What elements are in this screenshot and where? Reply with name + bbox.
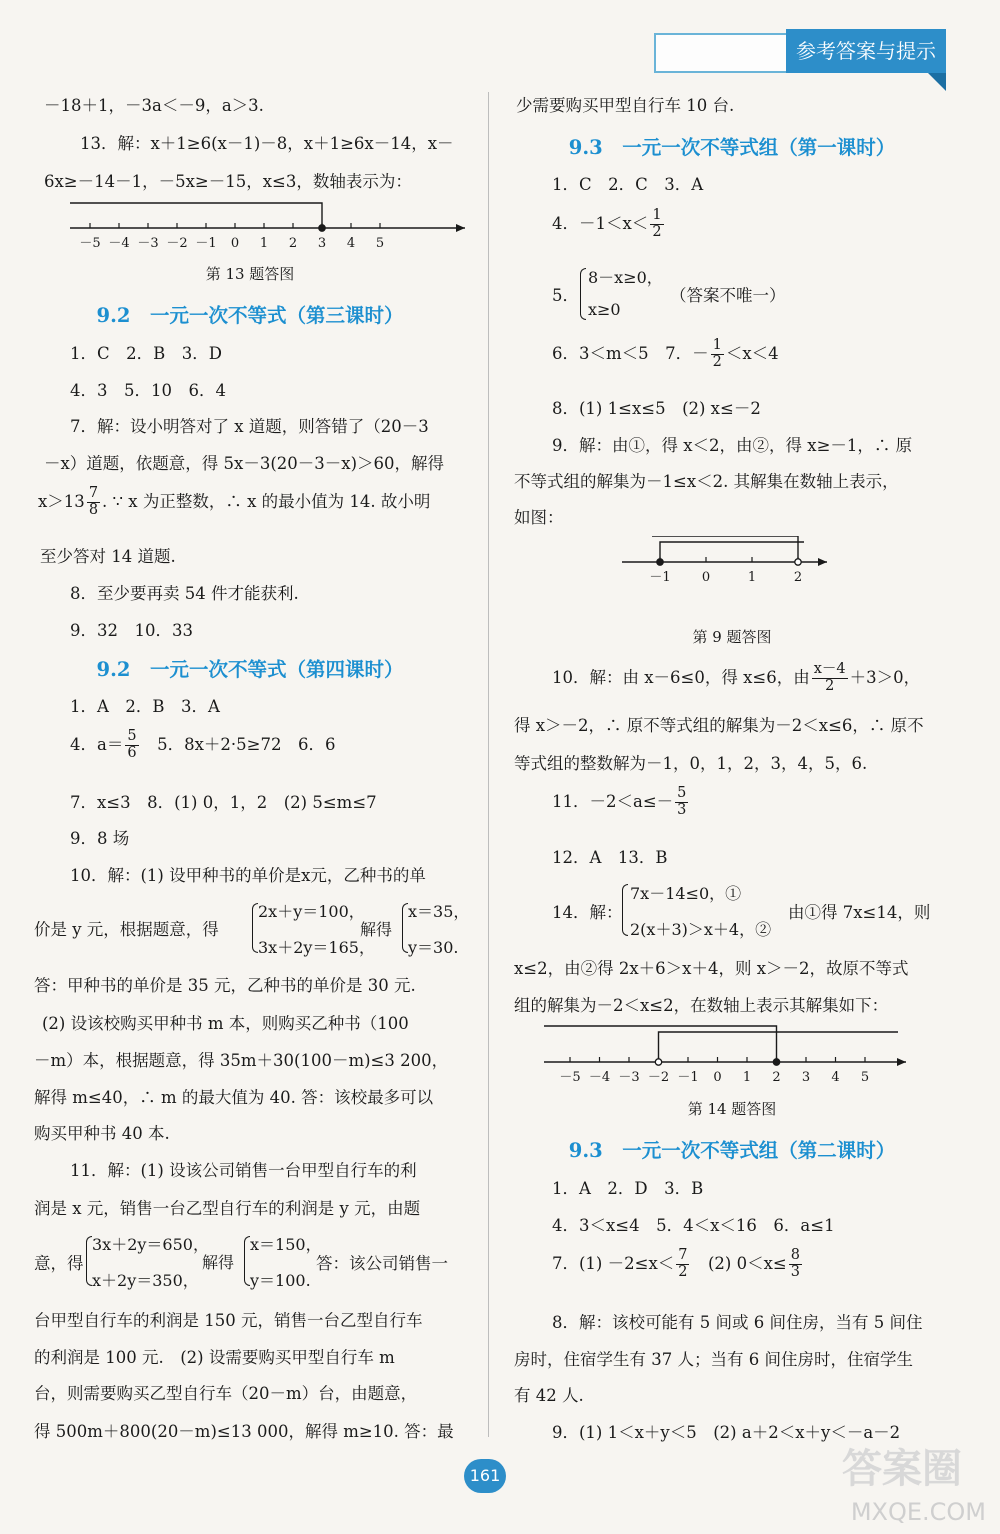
equation: x＝150，	[250, 1235, 322, 1254]
watermark-url: MXQE.COM	[850, 1498, 986, 1526]
answer-line: 4．3 5．10 6．4	[70, 381, 226, 400]
tick-label: －4	[108, 236, 130, 251]
text: 4．－1＜x＜	[552, 213, 649, 233]
answer-line: 11．解：(1) 设该公司销售一台甲型自行车的利	[70, 1161, 417, 1180]
header-box	[654, 33, 788, 73]
answer-line: 9．解：由①，得 x＜2，由②，得 x≥－1，∴ 原	[552, 436, 913, 455]
fraction	[675, 786, 688, 819]
tick-label: －2	[647, 1070, 670, 1085]
denominator: 3	[790, 1263, 800, 1280]
solution-bracket	[652, 536, 798, 562]
tick-label: 2	[772, 1070, 781, 1085]
tick-label: 4	[346, 236, 356, 251]
equation: y＝30.	[408, 938, 459, 957]
answer-line: 13．解：x＋1≥6(x－1)－8，x＋1≥6x－14，x－	[80, 134, 454, 153]
tick-label: －1	[677, 1070, 699, 1085]
answer-line: 等式组的整数解为－1，0，1，2，3，4，5，6.	[514, 754, 868, 773]
figure-caption: 第 13 题答图	[205, 265, 295, 283]
equation: x＋2y＝350，	[92, 1271, 199, 1290]
answer-line: 8．至少要再卖 54 件才能获利.	[70, 584, 299, 603]
number-line-q14-marks	[544, 1026, 906, 1085]
tick-label: －1	[195, 236, 217, 251]
tick-label: －1	[649, 570, 671, 585]
text: 解得	[202, 1253, 235, 1272]
answer-line: 8．解：该校可能有 5 间或 6 间住房，当有 5 间住	[552, 1313, 923, 1332]
answer-line: 1．A 2．D 3．B	[552, 1179, 704, 1198]
denominator: 6	[127, 744, 137, 761]
equation: 2x＋y＝100，	[258, 902, 365, 921]
text: 解得	[360, 920, 393, 939]
section-heading: 9.2 一元一次不等式（第四课时）	[96, 658, 404, 681]
answer-line: 9．32 10．33	[70, 621, 193, 640]
fraction	[789, 1248, 802, 1281]
equation: 8－x≥0，	[588, 268, 663, 287]
answer-line	[552, 338, 779, 371]
tick-label: 4	[831, 1070, 840, 1085]
section-heading: 9.2 一元一次不等式（第三课时）	[96, 304, 404, 327]
numerator: 1	[712, 337, 722, 353]
text: 10．解：由 x－6≤0，得 x≤6，由	[552, 667, 810, 687]
answer-line: 9．8 场	[70, 829, 130, 848]
equation: y＝100.	[250, 1271, 311, 1290]
numerator: 7	[88, 485, 99, 501]
tick-label: －3	[137, 236, 159, 251]
answer-line: 9．(1) 1＜x＋y＜5 (2) a＋2＜x＋y＜－a－2	[552, 1423, 901, 1442]
text: . ∵ x 为正整数，∴ x 的最小值为 14. 故小明	[102, 491, 431, 511]
answer-line: 如图：	[514, 508, 564, 527]
answer-line	[38, 486, 430, 519]
answer-line	[552, 786, 690, 819]
denominator: 2	[825, 677, 835, 694]
fraction	[87, 486, 100, 519]
number-line-q14	[544, 1022, 914, 1088]
answer-line: 7．x≤3 8．(1) 0，1，2 (2) 5≤m≤7	[70, 793, 377, 812]
number-line-q9	[622, 536, 832, 606]
answer-line: 不等式组的解集为－1≤x＜2. 其解集在数轴上表示，	[514, 472, 899, 491]
answer-line: 组的解集为－2＜x≤2，在数轴上表示其解集如下：	[514, 996, 889, 1015]
brace	[580, 268, 586, 320]
numerator: 1	[652, 207, 662, 223]
answer-line: 房时，住宿学生有 37 人；当有 6 间住房时，住宿学生	[514, 1350, 913, 1369]
answer-line: 润是 x 元，销售一台乙型自行车的利润是 y 元，由题	[34, 1199, 421, 1218]
numerator: 8	[790, 1247, 800, 1263]
equation: 2(x＋3)＞x＋4，②	[630, 920, 772, 939]
tick-label: 3	[317, 236, 327, 251]
answer-line: －m）本，根据题意，得 35m＋30(100－m)≤3 200，	[34, 1051, 449, 1070]
denominator: 2	[712, 353, 722, 370]
fraction	[650, 208, 663, 241]
open-point	[795, 559, 801, 565]
tick-label: －5	[79, 236, 101, 251]
tick-label: 1	[259, 236, 269, 251]
solution-bracket	[70, 203, 322, 228]
fraction	[676, 1248, 689, 1281]
axis-arrow	[897, 1058, 906, 1066]
equation: 3x＋2y＝650，	[92, 1235, 209, 1254]
solution-bracket	[660, 542, 804, 562]
tick-label: －4	[588, 1070, 611, 1085]
tick-label: 5	[375, 236, 385, 251]
text: （答案不唯一）	[670, 286, 786, 305]
figure-caption: 第 9 题答图	[692, 628, 772, 646]
answer-line: 1．A 2．B 3．A	[70, 697, 220, 716]
answer-line: 答：甲种书的单价是 35 元，乙种书的单价是 30 元.	[34, 976, 416, 995]
answer-line: 意，得	[34, 1254, 84, 1273]
tick-label: 2	[793, 570, 803, 585]
text: 7．(1) －2≤x＜	[552, 1253, 675, 1273]
text: 6．3＜m＜5 7．－	[552, 343, 709, 363]
answer-line: 的利润是 100 元. (2) 设需要购买甲型自行车 m	[34, 1348, 395, 1367]
equation: x＝35，	[408, 902, 470, 921]
section-heading: 9.3 一元一次不等式组（第二课时）	[568, 1139, 896, 1162]
axis-arrow	[818, 558, 827, 566]
text: 5．8x＋2·5≥72 6．6	[140, 734, 336, 754]
axis-arrow	[456, 224, 465, 232]
tick-label: 2	[288, 236, 298, 251]
denominator: 2	[678, 1263, 688, 1280]
fraction	[125, 729, 138, 762]
brace	[622, 884, 628, 936]
answer-line: 4．3＜x≤4 5．4＜x＜16 6．a≤1	[552, 1216, 835, 1235]
fraction	[812, 662, 848, 695]
tick-label: －5	[559, 1070, 581, 1085]
answer-line	[552, 662, 920, 695]
text: 11．－2＜a≤－	[552, 791, 674, 811]
answer-line: 台甲型自行车的利润是 150 元，销售一台乙型自行车	[34, 1311, 423, 1330]
text: ＋3＞0，	[849, 667, 921, 687]
text: 答：该公司销售一	[316, 1254, 448, 1273]
tick-label: 0	[230, 236, 240, 251]
number-line-q13	[70, 198, 470, 258]
denominator: 8	[88, 501, 99, 518]
answer-line: 台，则需要购买乙型自行车（20－m）台，由题意，	[34, 1384, 418, 1403]
answer-line: 10．解：(1) 设甲种书的单价是x元，乙种书的单	[70, 866, 426, 885]
numerator: 7	[678, 1247, 688, 1263]
numerator: 5	[127, 728, 137, 744]
text: ＜x＜4	[725, 343, 779, 363]
answer-line	[70, 729, 335, 762]
answer-line: 12．A 13．B	[552, 848, 668, 867]
tick-label: 1	[747, 570, 757, 585]
denominator: 3	[677, 801, 687, 818]
tick-label: 0	[713, 1070, 722, 1085]
answer-line: 得 x＞－2，∴ 原不等式组的解集为－2＜x≤6，∴ 原不	[514, 716, 924, 735]
answer-line: 价是 y 元，根据题意，得	[34, 920, 219, 939]
text: 由①得 7x≤14，则	[788, 903, 931, 922]
figure-caption: 第 14 题答图	[687, 1100, 777, 1118]
column-divider	[488, 92, 489, 1437]
answer-line: 6x≥－14－1，－5x≥－15，x≤3，数轴表示为：	[44, 172, 412, 191]
answer-line: 得 500m＋800(20－m)≤13 000，解得 m≥10. 答：最	[34, 1422, 454, 1441]
answer-line: 解得 m≤40，∴ m 的最大值为 40. 答：该校最多可以	[34, 1088, 434, 1107]
numerator: 5	[677, 785, 687, 801]
answer-line: 少需要购买甲型自行车 10 台.	[516, 96, 735, 115]
solid-point	[773, 1059, 779, 1065]
text: (2) 0＜x≤	[691, 1253, 787, 1273]
solid-point	[319, 225, 325, 231]
header-tab: 参考答案与提示	[786, 29, 946, 73]
fraction	[711, 338, 724, 371]
tick-label: －3	[618, 1070, 640, 1085]
answer-line: 14．解：	[552, 903, 623, 922]
answer-line: 至少答对 14 道题.	[40, 547, 176, 566]
text: 4．a＝	[70, 734, 124, 754]
section-heading: 9.3 一元一次不等式组（第一课时）	[568, 136, 896, 159]
text: x＞13	[38, 491, 85, 511]
answer-line: 有 42 人.	[514, 1386, 584, 1405]
tick-label: 5	[860, 1070, 870, 1085]
answer-line: 5．	[552, 286, 579, 305]
answer-line: 1．C 2．B 3．D	[70, 344, 222, 363]
solution-bracket	[659, 1032, 899, 1062]
answer-line	[552, 1248, 804, 1281]
answer-line: 1．C 2．C 3．A	[552, 175, 704, 194]
numerator: x－4	[813, 661, 846, 677]
answer-line: －x）道题，依题意，得 5x－3(20－3－x)＞60，解得	[44, 454, 445, 473]
tick-label: 3	[801, 1070, 811, 1085]
answer-line	[552, 208, 666, 241]
number-line-q9-marks	[622, 536, 827, 585]
equation: 7x－14≤0，①	[630, 884, 742, 903]
number-line-q13-marks	[70, 203, 465, 251]
tick-label: 1	[742, 1070, 752, 1085]
page-number: 161	[464, 1459, 506, 1493]
answer-line: 8．(1) 1≤x≤5 (2) x≤－2	[552, 399, 761, 418]
open-point	[655, 1059, 661, 1065]
tick-label: 0	[701, 570, 711, 585]
equation: 3x＋2y＝165，	[258, 938, 375, 957]
answer-line: 7．解：设小明答对了 x 道题，则答错了（20－3	[70, 417, 429, 436]
tick-label: －2	[166, 236, 188, 251]
answer-line: x≤2，由②得 2x＋6＞x＋4，则 x＞－2，故原不等式	[514, 959, 909, 978]
equation: x≥0	[588, 300, 621, 319]
solid-point	[657, 559, 663, 565]
watermark-logo: 答案圈	[842, 1446, 962, 1492]
denominator: 2	[652, 223, 662, 240]
answer-line: －18＋1，－3a＜－9，a＞3.	[44, 96, 264, 115]
answer-line: 购买甲种书 40 本.	[34, 1124, 170, 1143]
answer-line: (2) 设该校购买甲种书 m 本，则购买乙种书（100	[42, 1014, 409, 1033]
